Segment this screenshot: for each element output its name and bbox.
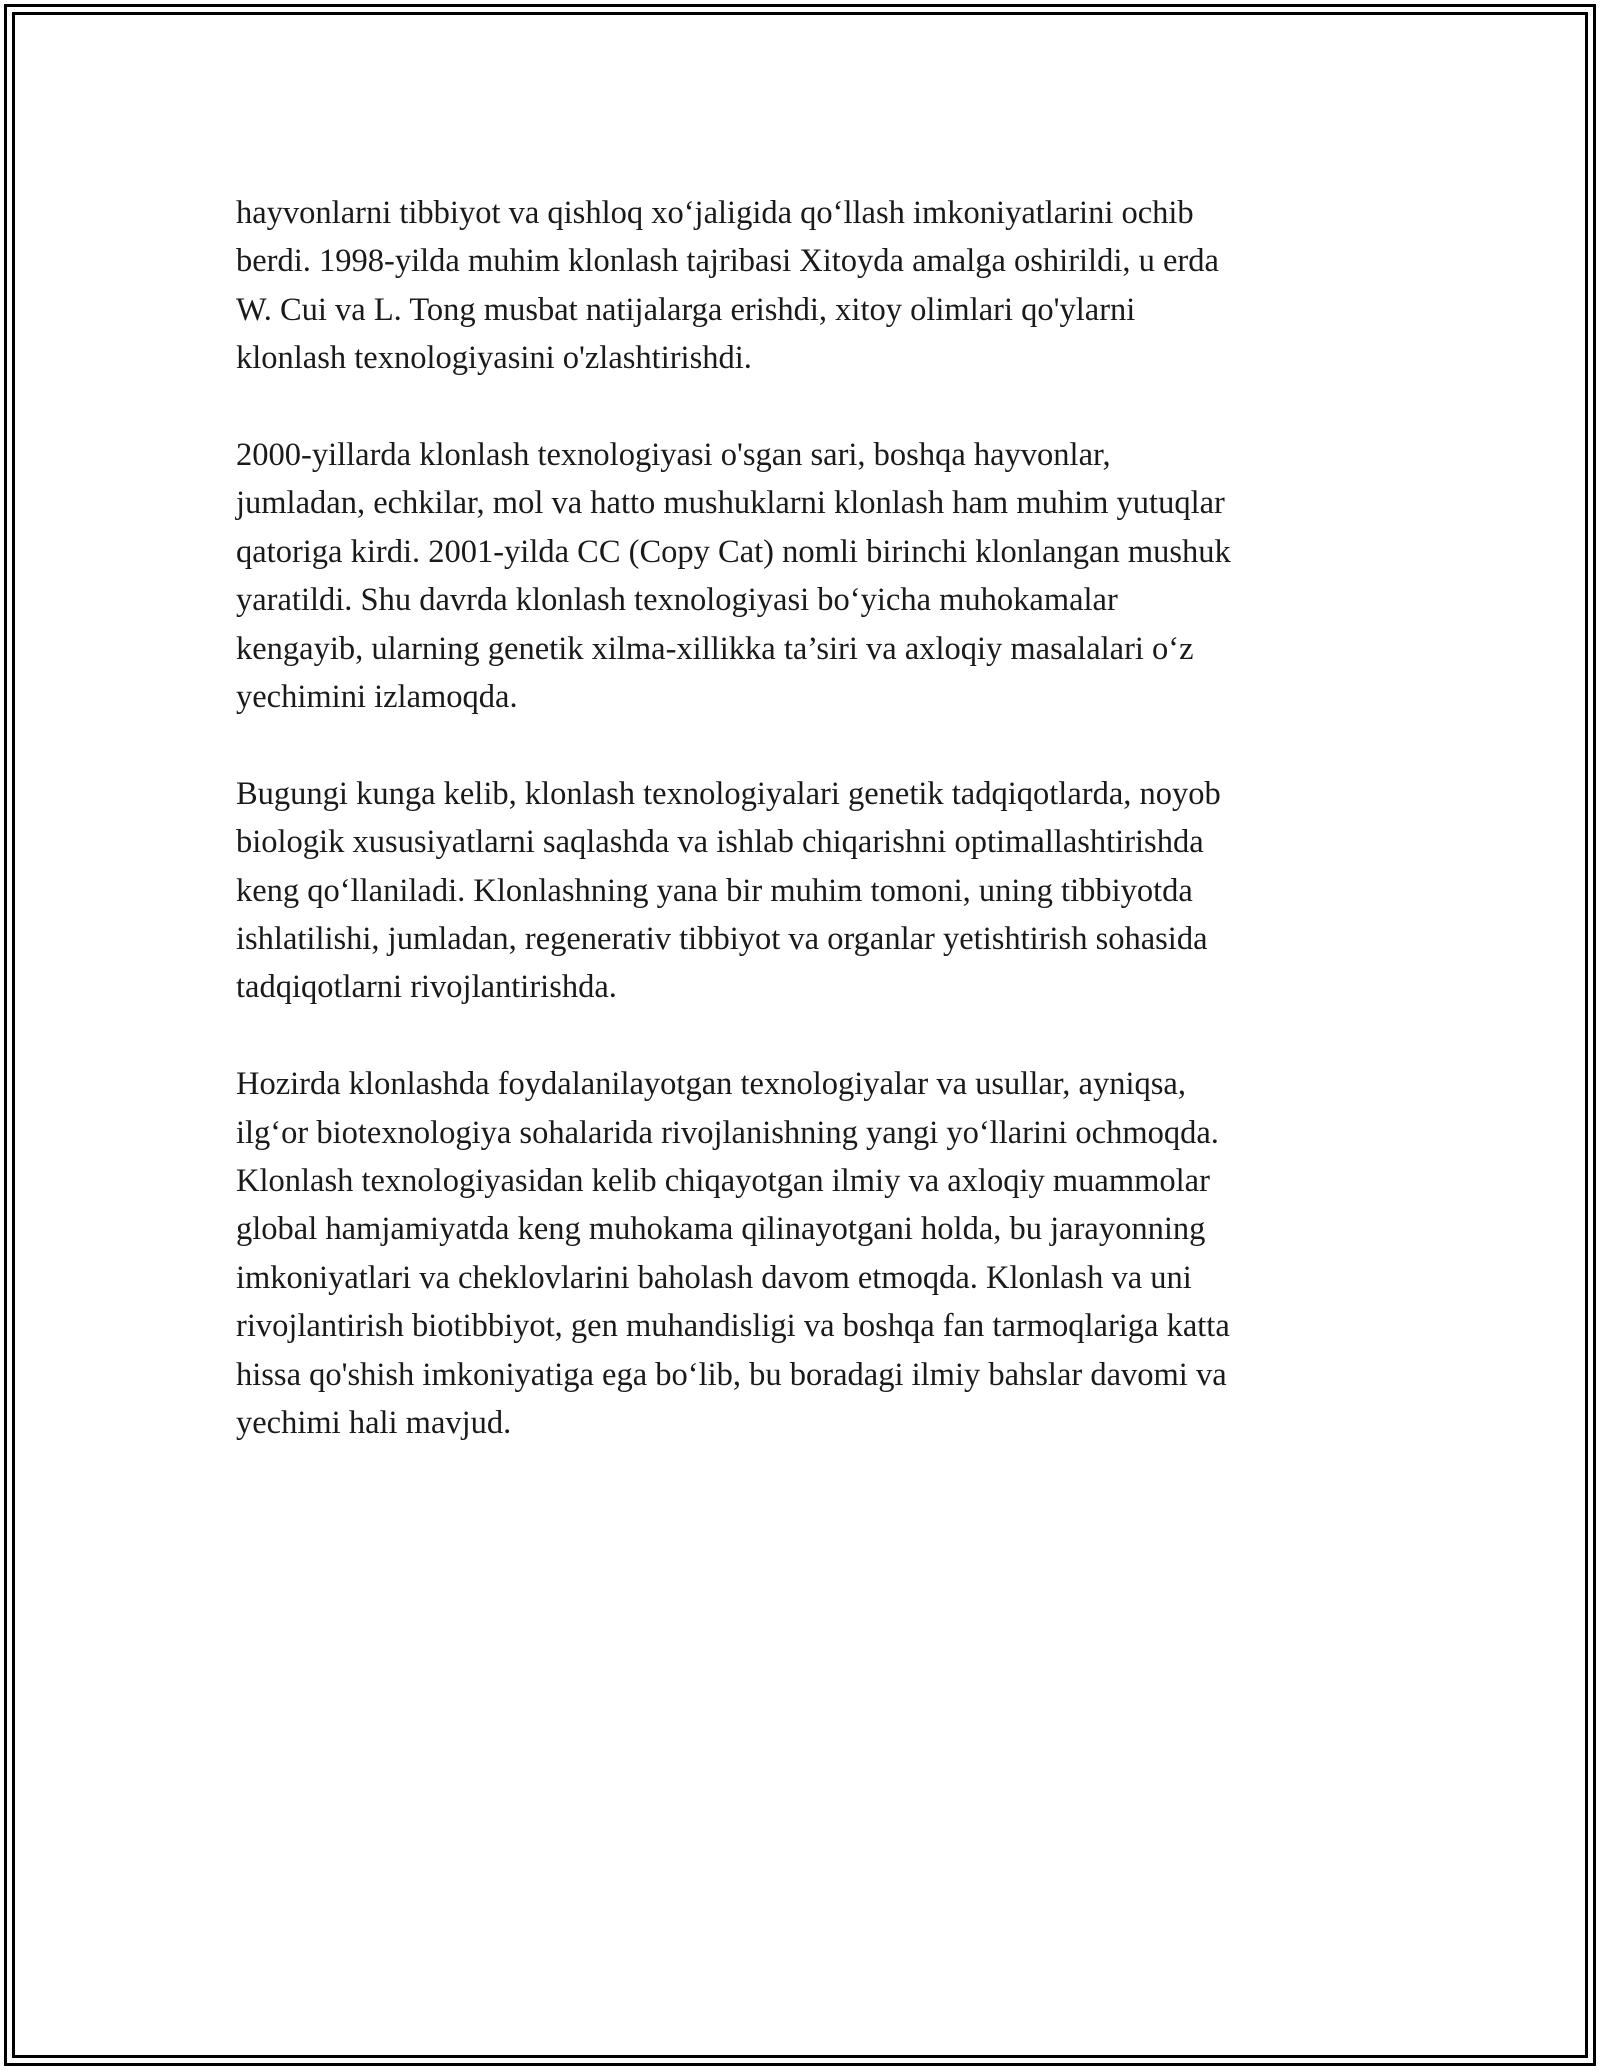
paragraph-2: 2000-yillarda klonlash texnologiyasi o'sgan sari, boshqa hayvonlar, jumladan, echkilar, mol va hatto mushuklarni klonlash ham muhim yutuqlar qatoriga kirdi. 2001-yilda CC (Copy Cat) nomli birinchi klonlangan mushuk yaratildi. Shu davrda klonlash texnologiyasi bo‘yicha muhokamalar kengayib, ularning genetik xilma-xillikka ta’siri va axloqiy masalalari o‘z yechimini izlamoqda. bbox=[236, 437, 1231, 716]
paragraph-1: hayvonlarni tibbiyot va qishloq xo‘jaligida qo‘llash imkoniyatlarini ochib berdi. 1998-yilda muhim klonlash tajribasi Xitoyda amalga oshirildi, u erda W. Cui va L. Tong musbat natijalarga erishdi, xitoy olimlari qo'ylarni klonlash texnologiyasini o'zlashtirishdi. bbox=[236, 195, 1219, 377]
document-body bbox=[236, 189, 1366, 1496]
paragraph-3: Bugungi kunga kelib, klonlash texnologiyalari genetik tadqiqotlarda, noyob biologik xususiyatlarni saqlashda va ishlab chiqarishni optimallashtirishda keng qo‘llaniladi. Klonlashning yana bir muhim tomoni, uning tibbiyotda ishlatilishi, jumladan, regenerativ tibbiyot va organlar yetishtirish sohasida tadqiqotlarni rivojlantirishda. bbox=[236, 775, 1221, 1006]
paragraph-4: Hozirda klonlashda foydalanilayotgan texnologiyalar va usullar, ayniqsa, ilg‘or biotexnologiya sohalarida rivojlanishning yangi yo‘llarini ochmoqda. Klonlash texnologiyasidan kelib chiqayotgan ilmiy va axloqiy muammolar global hamjamiyatda keng muhokama qilinayotgani holda, bu jarayonning imkoniyatlari va cheklovlarini baholash davom etmoqda. Klonlash va uni rivojlantirish biotibbiyot, gen muhandisligi va boshqa fan tarmoqlariga katta hissa qo'shish imkoniyatiga ega bo‘lib, bu boradagi ilmiy bahslar davomi va yechimi hali mavjud. bbox=[236, 1066, 1230, 1442]
